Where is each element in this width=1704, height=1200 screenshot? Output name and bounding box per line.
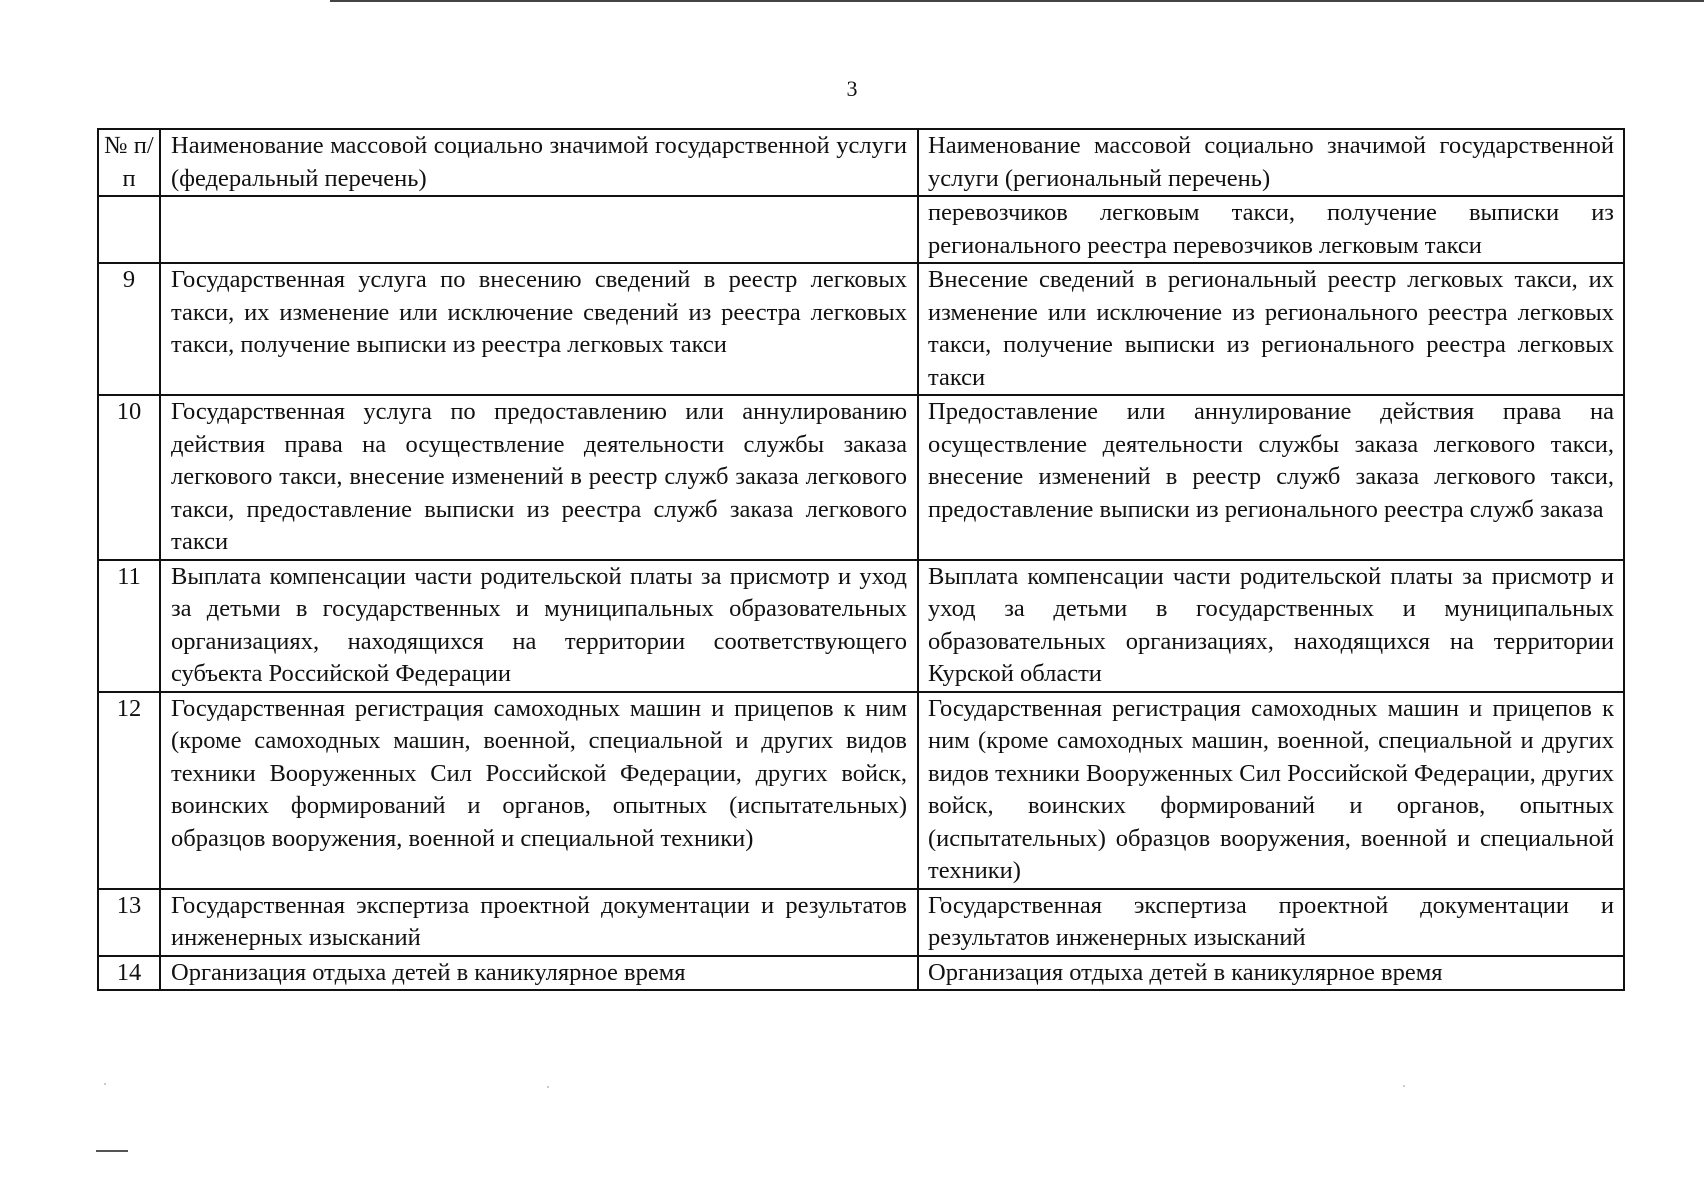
row-federal-cell: Организация отдыха детей в каникулярное время (160, 956, 918, 991)
row-num-cell (98, 196, 160, 263)
header-num-cell (98, 129, 160, 196)
header-federal-label: Наименование массовой социально значимой государственной услуги (федеральный перечень) (171, 132, 907, 192)
row-num-cell: 14 (98, 956, 160, 991)
table-row (98, 560, 1624, 692)
row-num-cell: 11 (98, 560, 160, 692)
row-federal-cell: Государственная услуга по внесению сведений в реестр легковых такси, их изменение или исключение сведений из реестра легковых такси, получение выписки из реестра легковых такси (160, 263, 918, 395)
header-regional-label: Наименование массовой социально значимой государственной услуги (региональный перечень) (928, 132, 1614, 192)
row-regional-cell: Государственная экспертиза проектной документации и результатов инженерных изысканий (918, 889, 1624, 956)
table-row (98, 263, 1624, 395)
header-num-label: № п/п (104, 132, 154, 192)
row-regional-cell: Государственная регистрация самоходных машин и прицепов к ним (кроме самоходных машин, военной, специальной и других видов техники Вооруженных Сил Российской Федерации, других войск, воинских формирований и органов, опытных (испытательных) образцов вооружения, военной и специальной техники) (918, 692, 1624, 889)
row-federal-cell: Государственная регистрация самоходных машин и прицепов к ним (кроме самоходных машин, военной, специальной и других видов техники Вооруженных Сил Российской Федерации, других войск, воинских формирований и органов, опытных (испытательных) образцов вооружения, военной и специальной техники) (160, 692, 918, 889)
row-federal-cell (160, 196, 918, 263)
row-regional-cell: Выплата компенсации части родительской платы за присмотр и уход за детьми в государственных и муниципальных образовательных организациях, находящихся на территории Курской области (918, 560, 1624, 692)
row-regional-cell: Внесение сведений в региональный реестр легковых такси, их изменение или исключение из регионального реестра легковых такси, получение выписки из регионального реестра легковых такси (918, 263, 1624, 395)
page-number: 3 (846, 76, 858, 101)
header-regional-cell (918, 129, 1624, 196)
row-federal-cell: Государственная услуга по предоставлению или аннулированию действия права на осуществление деятельности службы заказа легкового такси, внесение изменений в реестр служб заказа легкового такси, предоставление выписки из реестра служб заказа легкового такси (160, 395, 918, 560)
row-num-cell: 9 (98, 263, 160, 395)
row-num-cell: 10 (98, 395, 160, 560)
table-row (98, 692, 1624, 889)
table-row (98, 956, 1624, 991)
row-federal-cell: Выплата компенсации части родительской платы за присмотр и уход за детьми в государственных и муниципальных образовательных организациях, находящихся на территории соответствующего субъекта Российской Федерации (160, 560, 918, 692)
services-table (97, 128, 1625, 991)
row-regional-cell: Предоставление или аннулирование действия права на осуществление деятельности службы заказа легкового такси, внесение изменений в реестр служб заказа легкового такси, предоставление выписки из регионального реестра служб заказа (918, 395, 1624, 560)
table-row (98, 196, 1624, 263)
table-header-row (98, 129, 1624, 196)
table-row (98, 889, 1624, 956)
table-row (98, 395, 1624, 560)
top-scan-edge-line (330, 0, 1704, 2)
row-num-cell: 12 (98, 692, 160, 889)
header-federal-cell (160, 129, 918, 196)
row-regional-cell: Организация отдыха детей в каникулярное время (918, 956, 1624, 991)
row-regional-cell: перевозчиков легковым такси, получение выписки из регионального реестра перевозчиков легковым такси (918, 196, 1624, 263)
scan-noise-specks (0, 1060, 1704, 1200)
row-federal-cell: Государственная экспертиза проектной документации и результатов инженерных изысканий (160, 889, 918, 956)
row-num-cell: 13 (98, 889, 160, 956)
